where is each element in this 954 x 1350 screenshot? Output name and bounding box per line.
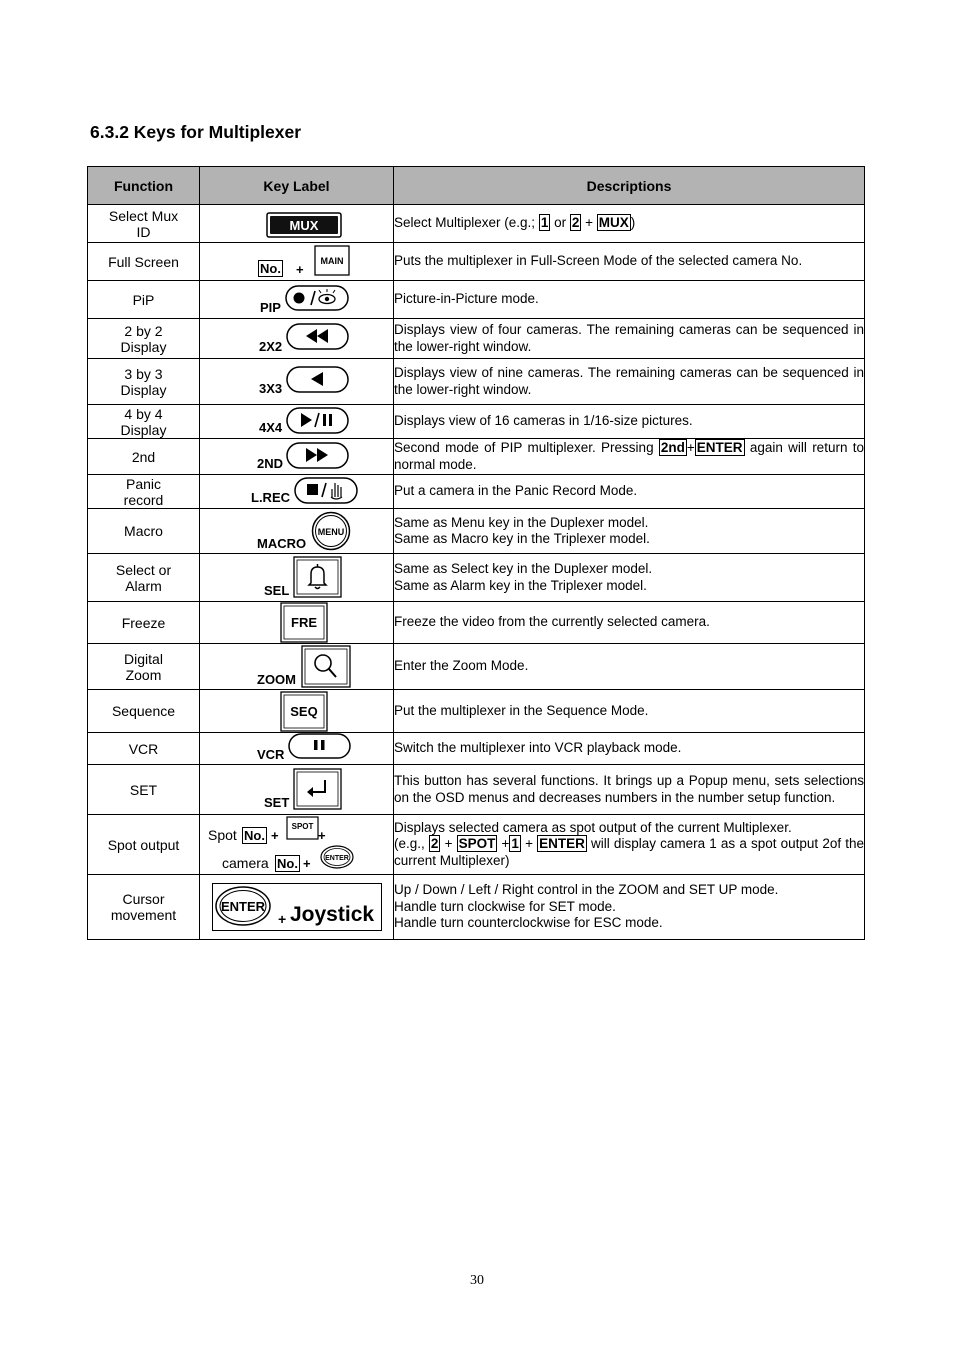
key-ref: 2 xyxy=(430,836,439,852)
table-row xyxy=(88,243,865,281)
function-cell: Macro xyxy=(88,509,200,554)
function-cell: 2nd xyxy=(88,439,200,475)
freeze-key-icon xyxy=(280,602,328,643)
description-cell: Displays view of nine cameras. The remaining cameras can be sequenced in the lower-right window. xyxy=(394,359,865,405)
spot-key-icon xyxy=(286,816,319,840)
key-ref: 1 xyxy=(540,215,549,231)
play-pause-icon xyxy=(286,407,349,434)
key-cell: 3X3 xyxy=(200,359,394,405)
svg-text:MAIN: MAIN xyxy=(320,256,344,266)
description-cell: This button has several functions. It brings up a Popup menu, sets selections on the OSD menus and decreases numbers in the number setup function. xyxy=(394,765,865,815)
svg-text:SPOT: SPOT xyxy=(291,822,314,831)
key-ref: ENTER xyxy=(539,836,585,852)
pause-icon xyxy=(288,733,351,759)
function-cell: Select Mux ID xyxy=(88,205,200,243)
key-cell: Spot No. + SPOT + camera No. + ENTER xyxy=(200,815,394,875)
section-title: 6.3.2 Keys for Multiplexer xyxy=(90,122,302,142)
table-row xyxy=(88,765,865,815)
key-ref: 1 xyxy=(511,836,519,852)
svg-text:FRE: FRE xyxy=(291,615,317,630)
table-row xyxy=(88,815,865,875)
key-ref: ENTER xyxy=(696,440,743,455)
key-cell: L.REC xyxy=(200,475,394,509)
key-cell xyxy=(200,690,394,733)
table-row xyxy=(88,405,865,439)
description-cell: Same as Select key in the Duplexer model. Same as Alarm key in the Triplexer model. xyxy=(394,554,865,602)
key-cell: 2X2 xyxy=(200,319,394,359)
record-view-icon xyxy=(285,285,349,311)
description-cell: Put the multiplexer in the Sequence Mode. xyxy=(394,690,865,733)
sequence-key-icon xyxy=(280,691,328,732)
key-cell: ENTER + Joystick xyxy=(200,875,394,940)
enter-key-icon xyxy=(214,885,272,927)
table-row xyxy=(88,359,865,405)
svg-text:SEQ: SEQ xyxy=(290,704,318,719)
table-row xyxy=(88,475,865,509)
svg-text:MENU: MENU xyxy=(317,527,345,537)
table-row xyxy=(88,733,865,765)
key-cell: VCR xyxy=(200,733,394,765)
table-row xyxy=(88,439,865,475)
key-ref: 2nd xyxy=(660,440,685,455)
function-cell: 3 by 3 Display xyxy=(88,359,200,405)
menu-key-icon xyxy=(311,511,351,551)
table-row xyxy=(88,205,865,243)
bell-key-icon xyxy=(293,556,342,598)
header-function: Function xyxy=(88,167,200,205)
enter-small-key-icon xyxy=(320,845,354,869)
function-cell: Panic record xyxy=(88,475,200,509)
no-box: No. xyxy=(244,828,265,843)
key-cell xyxy=(200,602,394,644)
description-cell: Same as Menu key in the Duplexer model. Same as Macro key in the Triplexer model. xyxy=(394,509,865,554)
function-cell: PiP xyxy=(88,281,200,319)
function-cell: Freeze xyxy=(88,602,200,644)
description-cell: Put a camera in the Panic Record Mode. xyxy=(394,475,865,509)
function-cell: Digital Zoom xyxy=(88,644,200,690)
svg-text:ENTER: ENTER xyxy=(220,899,266,914)
description-cell: Picture-in-Picture mode. xyxy=(394,281,865,319)
table-header-row xyxy=(88,167,865,205)
key-ref: 2 xyxy=(571,215,580,231)
key-cell: PIP xyxy=(200,281,394,319)
function-cell: SET xyxy=(88,765,200,815)
key-cell: ZOOM xyxy=(200,644,394,690)
key-cell: 2ND xyxy=(200,439,394,475)
function-cell: Cursor movement xyxy=(88,875,200,940)
table-row xyxy=(88,554,865,602)
magnifier-key-icon xyxy=(301,645,351,688)
table-row xyxy=(88,281,865,319)
function-cell: Spot output xyxy=(88,815,200,875)
table-row xyxy=(88,319,865,359)
mux-key-icon xyxy=(266,212,342,238)
function-cell: Sequence xyxy=(88,690,200,733)
description-cell: Displays view of four cameras. The remaining cameras can be sequenced in the lower-right window. xyxy=(394,319,865,359)
no-box: No. xyxy=(277,856,298,871)
main-key-icon xyxy=(314,245,350,276)
page-number: 30 xyxy=(470,1273,484,1288)
function-cell: Select or Alarm xyxy=(88,554,200,602)
table-row xyxy=(88,602,865,644)
function-cell: VCR xyxy=(88,733,200,765)
enter-arrow-key-icon xyxy=(293,768,342,810)
description-cell: Enter the Zoom Mode. xyxy=(394,644,865,690)
key-cell: MACRO MENU xyxy=(200,509,394,554)
key-cell xyxy=(200,205,394,243)
description-cell: Second mode of PIP multiplexer. Pressing 2nd + ENTER again will return to normal mode. xyxy=(394,439,865,475)
description-cell: Displays view of 16 cameras in 1/16-size pictures. xyxy=(394,405,865,439)
description-cell: Puts the multiplexer in Full-Screen Mode of the selected camera No. xyxy=(394,243,865,281)
joystick-label: Joystick xyxy=(290,903,375,926)
key-ref: MUX xyxy=(598,215,629,231)
key-cell: SET xyxy=(200,765,394,815)
stop-hand-icon xyxy=(294,477,358,504)
table-row xyxy=(88,509,865,554)
description-cell: Switch the multiplexer into VCR playback mode. xyxy=(394,733,865,765)
table-row xyxy=(88,644,865,690)
table-row xyxy=(88,690,865,733)
header-descriptions: Descriptions xyxy=(394,167,865,205)
rewind-icon xyxy=(286,323,349,350)
header-key-label: Key Label xyxy=(200,167,394,205)
key-ref: SPOT xyxy=(458,836,496,852)
function-cell: 4 by 4 Display xyxy=(88,405,200,439)
key-cell: 4X4 xyxy=(200,405,394,439)
no-box: No. xyxy=(260,261,281,276)
table-row xyxy=(88,875,865,940)
svg-text:MUX: MUX xyxy=(289,218,319,233)
description-cell: Select Multiplexer (e.g.; 1 or 2 + MUX ) xyxy=(394,205,865,243)
key-cell: SEL xyxy=(200,554,394,602)
keys-table xyxy=(87,166,865,940)
fast-forward-icon xyxy=(286,442,349,469)
reverse-icon xyxy=(286,366,349,393)
function-cell: 2 by 2 Display xyxy=(88,319,200,359)
key-cell: No. + MAIN xyxy=(200,243,394,281)
description-cell: Up / Down / Left / Right control in the ZOOM and SET UP mode. Handle turn clockwise for SET mode. Handle turn counterclockwise for ESC mode. xyxy=(394,875,865,940)
function-cell: Full Screen xyxy=(88,243,200,281)
svg-text:ENTER: ENTER xyxy=(325,855,349,862)
description-cell: Freeze the video from the currently selected camera. xyxy=(394,602,865,644)
description-cell: Displays selected camera as spot output of the current Multiplexer. (e.g., 2 + SPOT + 1 + ENTER will display camera 1 as a spot output 2of the current Multiplexer) xyxy=(394,815,865,875)
